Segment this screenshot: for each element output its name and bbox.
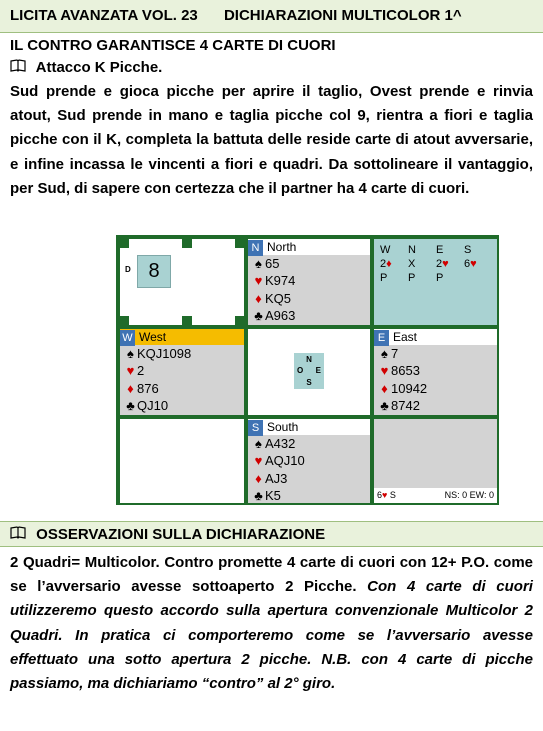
diamond-icon: ♦ xyxy=(255,470,262,486)
heart-icon: ♥ xyxy=(254,273,263,289)
club-holding: 8742 xyxy=(391,397,420,413)
heart-holding: AQJ10 xyxy=(265,453,305,469)
west-hand xyxy=(120,329,244,415)
auction-row xyxy=(380,257,492,271)
bid: P xyxy=(380,272,388,284)
club-icon: ♣ xyxy=(254,487,263,503)
corner-marker xyxy=(182,316,192,325)
club-holding: A963 xyxy=(265,307,296,323)
diamond-holding: 876 xyxy=(137,380,159,396)
series-title: LICITA AVANZATA VOL. 23 xyxy=(10,7,198,24)
spade-icon: ♠ xyxy=(381,346,388,361)
north-hand xyxy=(248,239,370,325)
diamond-icon: ♦ xyxy=(127,380,134,396)
diamond-holding: AJ3 xyxy=(265,470,288,486)
play-description: Sud prende e gioca picche per aprire il taglio, Ovest prende e rinvia atout, Sud prende in mano e taglia picche col 9, rientra a fiori e taglia picche con il K, completa la battuta delle reside carte di atout avversarie, e infine incassa le vincenti a fiori e quadri. Da sottolineare il vantaggio, per Sud, di sapere con certezza che il partner ha 4 carte di cuori. xyxy=(10,83,533,197)
book-icon xyxy=(10,59,26,76)
spade-icon: ♠ xyxy=(255,256,262,271)
deal-subtitle: IL CONTRO GARANTISCE 4 CARTE DI CUORI xyxy=(10,37,336,54)
heart-holding: 8653 xyxy=(391,363,420,379)
heart-icon: ♥ xyxy=(380,363,389,379)
contract-cell xyxy=(374,419,497,503)
final-contract: 6♥ S xyxy=(377,490,396,500)
diamond-holding: KQ5 xyxy=(265,290,292,306)
diamond-icon: ♦ xyxy=(255,290,262,306)
observations-header xyxy=(0,521,543,547)
seat-badge: W xyxy=(120,330,135,346)
auction-header: N xyxy=(408,244,416,256)
topic-title: DICHIARAZIONI MULTICOLOR 1^ xyxy=(223,7,462,24)
spade-holding: 65 xyxy=(265,256,280,271)
auction-table xyxy=(374,239,497,325)
observations-text xyxy=(10,551,533,696)
corner-marker xyxy=(235,239,244,248)
club-holding: K5 xyxy=(265,487,281,503)
board-number: 8 xyxy=(137,255,171,288)
auction-header: S xyxy=(464,244,472,256)
heart-icon: ♥ xyxy=(254,453,263,469)
spade-holding: 7 xyxy=(391,346,399,361)
bid: 6♥ xyxy=(464,258,477,270)
auction-header-row xyxy=(380,243,492,257)
diamond-icon: ♦ xyxy=(381,380,388,396)
compass-south: S xyxy=(306,378,312,387)
player-name: West xyxy=(139,330,167,344)
book-icon xyxy=(10,526,26,543)
bid: P xyxy=(408,272,416,284)
seat-badge: E xyxy=(374,330,389,346)
observations-title: OSSERVAZIONI SULLA DICHIARAZIONE xyxy=(36,526,326,543)
heart-icon: ♥ xyxy=(126,363,135,379)
heart-holding: 2 xyxy=(137,363,145,379)
compass-north: N xyxy=(306,355,312,364)
spade-icon: ♠ xyxy=(127,346,134,361)
bid: 2♦ xyxy=(380,258,392,270)
club-icon: ♣ xyxy=(380,397,389,413)
contract-bar xyxy=(374,488,497,503)
dealer-label: D xyxy=(125,265,131,274)
player-name: South xyxy=(267,420,299,434)
bridge-deal-diagram xyxy=(116,235,499,505)
auction-header: W xyxy=(380,244,391,256)
compass-east: E xyxy=(315,366,321,375)
bid: P xyxy=(436,272,444,284)
bid: X xyxy=(408,258,416,270)
compass-icon xyxy=(294,353,324,389)
spade-holding: KQJ1098 xyxy=(137,346,192,361)
score: NS: 0 EW: 0 xyxy=(444,490,494,500)
club-icon: ♣ xyxy=(126,397,135,413)
opening-lead xyxy=(10,59,162,76)
compass-west: O xyxy=(297,366,304,375)
corner-marker xyxy=(120,316,129,325)
player-name: East xyxy=(393,330,418,344)
observations-plain: 2 Quadri= Multicolor. Contro promette 4 carte di cuori con 12+ P.O. come se l’avversario avesse sottoaperto 2 Picche. xyxy=(10,554,533,596)
spade-holding: A432 xyxy=(265,436,296,451)
corner-marker xyxy=(120,239,129,248)
player-name: North xyxy=(267,240,297,254)
table-center xyxy=(248,329,370,415)
empty-cell xyxy=(120,419,244,503)
board-info-cell xyxy=(120,239,244,325)
club-icon: ♣ xyxy=(254,307,263,323)
auction-header: E xyxy=(436,244,444,256)
seat-badge: N xyxy=(248,240,263,256)
opening-lead-text: Attacco K Picche. xyxy=(35,59,163,76)
diamond-holding: 10942 xyxy=(391,380,428,396)
auction-row xyxy=(380,271,492,285)
corner-marker xyxy=(235,316,244,325)
south-hand xyxy=(248,419,370,503)
east-hand xyxy=(374,329,497,415)
document-header xyxy=(0,0,543,33)
bid: 2♥ xyxy=(436,258,449,270)
observations-italic: Con 4 carte di cuori utilizzeremo questo accordo sulla apertura convenzionale Multicolor 2 Quadri. In pratica ci comporteremo come se l’avversario avesse effettuato una sotto apertura 2 picche. N.B. con 4 carte di picche passiamo, ma dichiariamo “contro” al 2° giro. xyxy=(10,578,533,693)
corner-marker xyxy=(182,239,192,248)
seat-badge: S xyxy=(248,420,263,436)
spade-icon: ♠ xyxy=(255,436,262,451)
club-holding: QJ10 xyxy=(137,397,169,413)
heart-holding: K974 xyxy=(265,273,296,289)
